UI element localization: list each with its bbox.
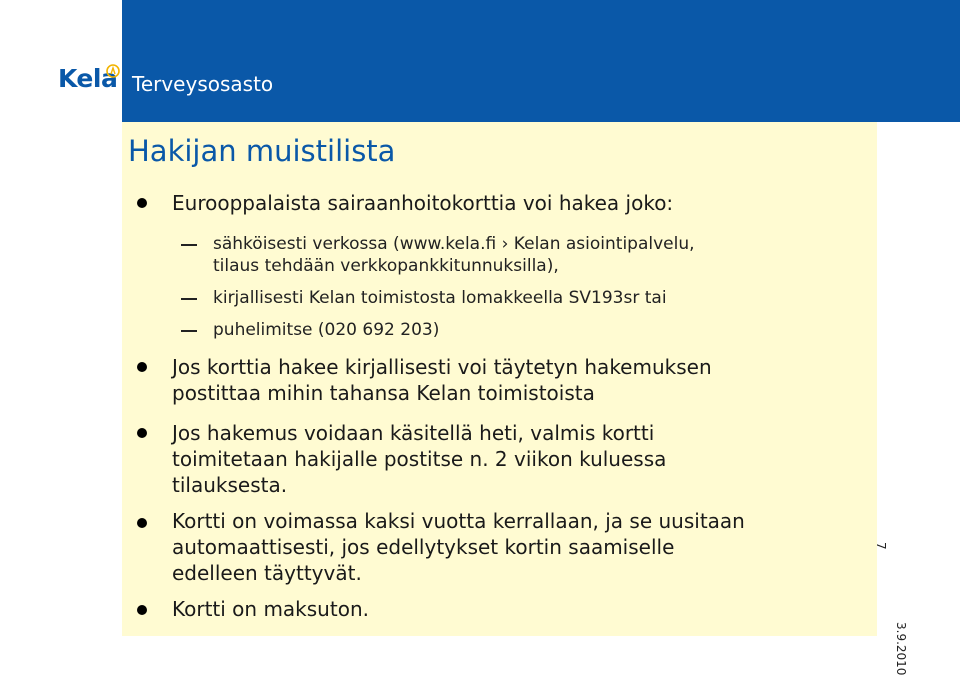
bullet-4-line-3: edelleen täyttyvät. <box>172 561 362 585</box>
bullet-4-line-1: Kortti on voimassa kaksi vuotta kerrallaan, ja se uusitaan <box>172 509 745 533</box>
kela-logo: Kela <box>58 64 118 93</box>
subitem-1-line-1: sähköisesti verkossa (www.kela.fi › Kelan asiointipalvelu, <box>213 234 695 254</box>
slide-number: 7 <box>874 542 888 550</box>
section-name: Terveysosasto <box>132 72 274 96</box>
bullet-5-line-1: Kortti on maksuton. <box>172 597 369 621</box>
subitem-3-line-1: puhelimitse (020 692 203) <box>213 320 440 340</box>
bullet-2-line-1: Jos korttia hakee kirjallisesti voi täytetyn hakemuksen <box>172 355 712 379</box>
dash-icon <box>181 330 197 332</box>
kela-logo-mark-icon <box>106 64 120 78</box>
bullet-2-line-2: postittaa mihin tahansa Kelan toimistoista <box>172 381 595 405</box>
bullet-icon <box>137 518 147 528</box>
bullet-1-text: Eurooppalaista sairaanhoitokorttia voi hakea joko: <box>172 191 674 215</box>
bullet-4-line-2: automaattisesti, jos edellytykset kortin saamiselle <box>172 535 675 559</box>
bullet-3-line-3: tilauksesta. <box>172 473 288 497</box>
header-left-area <box>0 0 120 122</box>
slide-date: 3.9.2010 <box>894 622 908 675</box>
header-banner <box>122 0 960 122</box>
dash-icon <box>181 244 197 246</box>
bullet-icon <box>137 362 147 372</box>
subitem-2-line-1: kirjallisesti Kelan toimistosta lomakkeella SV193sr tai <box>213 288 667 308</box>
bullet-icon <box>137 198 147 208</box>
bullet-icon <box>137 605 147 615</box>
bullet-3-line-1: Jos hakemus voidaan käsitellä heti, valmis kortti <box>172 421 655 445</box>
dash-icon <box>181 298 197 300</box>
bullet-icon <box>137 428 147 438</box>
bullet-3-line-2: toimitetaan hakijalle postitse n. 2 viikon kuluessa <box>172 447 667 471</box>
subitem-1-line-2: tilaus tehdään verkkopankkitunnuksilla), <box>213 256 559 276</box>
slide-title: Hakijan muistilista <box>128 134 396 168</box>
